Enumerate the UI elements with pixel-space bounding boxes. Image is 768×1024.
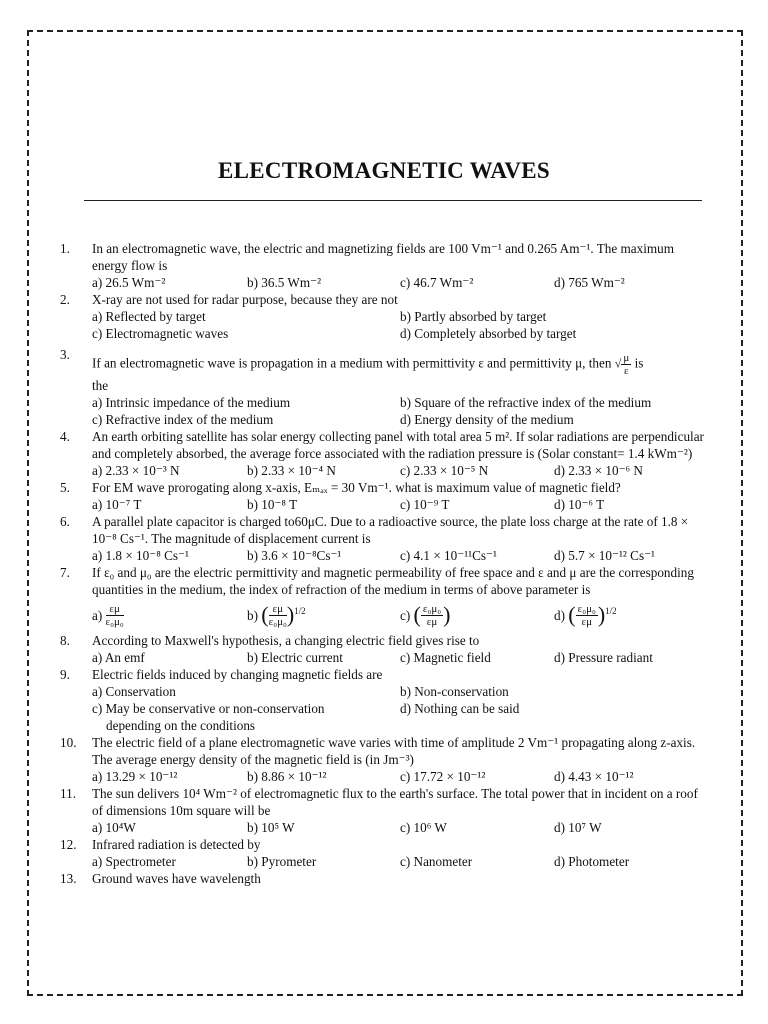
option-b: b) Partly absorbed by target <box>400 309 547 324</box>
option-c: c) 10⁻⁹ T <box>400 497 450 512</box>
question-text: For EM wave prorogating along x-axis, Eₘₐₓ = 30 Vm⁻¹. what is maximum value of magnetic field? <box>92 480 621 495</box>
option-c: c) 2.33 × 10⁻⁵ N <box>400 463 489 478</box>
question-list <box>60 240 710 887</box>
option-c: c) 17.72 × 10⁻¹² <box>400 769 486 784</box>
option-a: a) Spectrometer <box>92 854 176 869</box>
question-10 <box>60 734 710 785</box>
question-text-tail: is <box>634 355 644 371</box>
question-number: 10. <box>60 735 77 750</box>
question-number: 7. <box>60 565 70 580</box>
question-number: 4. <box>60 429 70 444</box>
question-12 <box>60 836 710 870</box>
question-11 <box>60 785 710 836</box>
question-text: Infrared radiation is detected by <box>92 837 261 852</box>
option-c: c) ( $\frac{\text{ε₀μ₀}}{\varepsilon\mu}$ ) <box>400 602 451 628</box>
question-text: According to Maxwell's hypothesis, a changing electric field gives rise to <box>92 633 480 648</box>
question-6 <box>60 513 710 564</box>
option-c: c) 46.7 Wm⁻² <box>400 275 474 290</box>
sqrt-expression: √ $\frac{\mu}{\varepsilon}$ <box>614 352 630 377</box>
option-d: d) Photometer <box>554 854 630 869</box>
left-paren: ( <box>413 602 421 627</box>
option-c: c) 4.1 × 10⁻¹¹Cs⁻¹ <box>400 548 497 563</box>
right-paren: ) <box>286 602 295 627</box>
question-text: An earth orbiting satellite has solar energy collecting panel with total area 5 m². If solar radiations are perpendicular and completely absorbed, the average force associated with the radiation pressure is (Solar constant= 1.4 kWm⁻²) <box>92 429 704 461</box>
question-text: If an electromagnetic wave is propagation in a medium with permittivity ε and permittivity μ, then <box>92 355 612 371</box>
option-a: a) 2.33 × 10⁻³ N <box>92 463 180 478</box>
left-paren: ( <box>261 602 269 627</box>
option-c: c) Nanometer <box>400 854 473 869</box>
option-d: d) 765 Wm⁻² <box>554 275 625 290</box>
question-9 <box>60 666 710 734</box>
option-a: a) 13.29 × 10⁻¹² <box>92 769 178 784</box>
question-number: 5. <box>60 480 70 495</box>
fraction: $\frac{\varepsilon\mu}{\text{ε₀μ₀}}$ <box>105 602 124 628</box>
question-text: A parallel plate capacitor is charged to60μC. Due to a radioactive source, the plate loss charge at the rate of 1.8 × 10⁻⁸ Cs⁻¹. The magnitude of displacement current is <box>92 514 689 546</box>
option-c: c) Refractive index of the medium <box>92 412 274 427</box>
question-number: 9. <box>60 667 70 682</box>
right-paren: ) <box>443 602 451 627</box>
question-text: If ε₀ and μ₀ are the electric permittivity and magnetic permeability of free space and ε and μ are the corresponding quantities in the medium, the index of refraction of the medium in terms of above parameter is <box>92 565 694 597</box>
option-b: b) 10⁻⁸ T <box>247 497 298 512</box>
option-b: b) Square of the refractive index of the medium <box>400 395 652 410</box>
option-c: c) 10⁶ W <box>400 820 447 835</box>
option-b: b) Pyrometer <box>247 854 317 869</box>
fraction: $\frac{\varepsilon\mu}{\text{ε₀μ₀}}$ <box>268 602 287 628</box>
question-text-line2: the <box>92 378 109 393</box>
question-text: X-ray are not used for radar purpose, because they are not <box>92 292 398 307</box>
left-paren: ( <box>568 602 576 627</box>
question-text: The sun delivers 10⁴ Wm⁻² of electromagnetic flux to the earth's surface. The total power that in incident on a roof of dimensions 10m square will be <box>92 786 698 818</box>
options <box>92 394 710 411</box>
options <box>92 853 710 870</box>
option-b: b) ( $\frac{\varepsilon\mu}{\text{ε₀μ₀}}$ ) 1/2 <box>247 602 306 628</box>
question-7 <box>60 564 710 632</box>
option-b: b) 36.5 Wm⁻² <box>247 275 322 290</box>
question-13 <box>60 870 710 887</box>
option-a: a) 1.8 × 10⁻⁸ Cs⁻¹ <box>92 548 189 563</box>
option-d: d) Energy density of the medium <box>400 412 574 427</box>
question-5 <box>60 479 710 513</box>
page-title: ELECTROMAGNETIC WAVES <box>217 158 550 183</box>
question-2 <box>60 291 710 342</box>
question-number: 13. <box>60 871 77 886</box>
question-number: 1. <box>60 241 70 256</box>
option-c: c) Electromagnetic waves <box>92 326 229 341</box>
question-number: 8. <box>60 633 70 648</box>
option-a: a) Intrinsic impedance of the medium <box>92 395 291 410</box>
options <box>92 768 710 785</box>
question-3 <box>60 346 710 428</box>
options <box>92 700 710 717</box>
sqrt-denominator: ε <box>624 365 629 377</box>
question-number: 11. <box>60 786 76 801</box>
option-a: a) 26.5 Wm⁻² <box>92 275 166 290</box>
options <box>92 683 710 700</box>
question-4 <box>60 428 710 479</box>
exponent: 1/2 <box>294 605 306 616</box>
question-number: 6. <box>60 514 70 529</box>
option-a: a) Conservation <box>92 684 176 699</box>
option-b: b) 10⁵ W <box>247 820 295 835</box>
option-d: d) 2.33 × 10⁻⁶ N <box>554 463 643 478</box>
question-text: The electric field of a plane electromagnetic wave varies with time of amplitude 2 Vm⁻¹ propagating along z-axis. The average energy density of the magnetic field is (in Jm⁻³) <box>92 735 696 767</box>
question-text: Electric fields induced by changing magnetic fields are <box>92 667 383 682</box>
options <box>92 308 710 325</box>
option-d: d) Completely absorbed by target <box>400 326 577 341</box>
option-a: a) Reflected by target <box>92 309 206 324</box>
exponent: 1/2 <box>605 605 617 616</box>
option-d: d) 5.7 × 10⁻¹² Cs⁻¹ <box>554 548 655 563</box>
option-d: d) ( $\frac{\text{ε₀μ₀}}{\varepsilon\mu}$ ) 1/2 <box>554 602 617 628</box>
option-d: d) 10⁷ W <box>554 820 602 835</box>
question-number: 12. <box>60 837 77 852</box>
question-text: Ground waves have wavelength <box>92 871 261 886</box>
option-d: d) Nothing can be said <box>400 701 520 716</box>
question-number: 3. <box>60 347 70 362</box>
options <box>92 649 710 666</box>
sqrt-numerator: μ <box>623 352 630 364</box>
option-b: b) Electric current <box>247 650 343 665</box>
option-b: b) Non-conservation <box>400 684 509 699</box>
title-underline <box>84 200 702 201</box>
options <box>92 496 710 513</box>
question-8 <box>60 632 710 666</box>
math-options <box>92 598 710 632</box>
option-b: b) 2.33 × 10⁻⁴ N <box>247 463 336 478</box>
question-number: 2. <box>60 292 70 307</box>
fraction: $\frac{\text{ε₀μ₀}}{\varepsilon\mu}$ <box>422 602 442 628</box>
option-a: a) 10⁴W <box>92 820 136 835</box>
option-a: a) An emf <box>92 650 145 665</box>
question-1 <box>60 240 710 291</box>
right-paren: ) <box>597 602 606 627</box>
option-c: c) Magnetic field <box>400 650 491 665</box>
option-c-continuation: depending on the conditions <box>106 718 256 733</box>
option-d: d) 4.43 × 10⁻¹² <box>554 769 634 784</box>
option-d: d) 10⁻⁶ T <box>554 497 605 512</box>
option-d: d) Pressure radiant <box>554 650 653 665</box>
option-a: a) $\frac{\varepsilon\mu}{\text{ε₀μ₀}}$ <box>92 602 124 628</box>
option-b: b) 3.6 × 10⁻⁸Cs⁻¹ <box>247 548 342 563</box>
options <box>92 411 710 428</box>
options <box>92 462 710 479</box>
options <box>92 547 710 564</box>
options <box>92 274 710 291</box>
question-text: In an electromagnetic wave, the electric and magnetizing fields are 100 Vm⁻¹ and 0.265 Am⁻¹. The maximum energy flow is <box>92 241 674 273</box>
options <box>92 325 710 342</box>
option-c: c) May be conservative or non-conservation <box>92 701 325 716</box>
fraction: $\frac{\text{ε₀μ₀}}{\varepsilon\mu}$ <box>577 602 596 628</box>
option-a: a) 10⁻⁷ T <box>92 497 142 512</box>
option-b: b) 8.86 × 10⁻¹² <box>247 769 327 784</box>
options <box>92 819 710 836</box>
